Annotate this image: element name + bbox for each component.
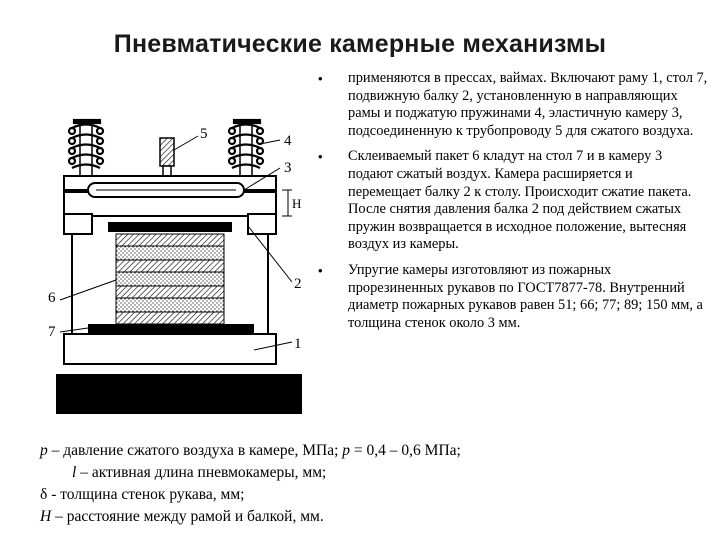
- table: [88, 324, 254, 334]
- label-h: H: [292, 196, 302, 211]
- bullet-item: • Упругие камеры изготовляют из пожарных прорезиненных рукавов по ГОСТ7877-78. Внутренний диаметр пожарных рукавов равен 51; 66; 77; 89; 150 мм, а толщина стенок около 3 мм.: [318, 262, 708, 332]
- notation-legend: [40, 440, 700, 528]
- note-p: p – давление сжатого воздуха в камере, МПа; p = 0,4 – 0,6 МПа;: [40, 442, 461, 459]
- bullet-item: • Склеиваемый пакет 6 кладут на стол 7 и в камеру 3 подают сжатый воздух. Камера расширяется и перемещает балку 2 к столу. Происходит сжатие пакета. После снятия давления балка 2 под действием сжатых пружин возвращается в исходное положение, вытесняя воздух из камеры.: [318, 148, 708, 254]
- frame-base: [64, 334, 276, 364]
- h-dimension: [282, 190, 292, 216]
- label-4: 4: [284, 133, 292, 149]
- glue-package: [116, 234, 224, 324]
- label-3: 3: [284, 160, 292, 176]
- label-7: 7: [48, 324, 56, 340]
- note-delta: δ - толщина стенок рукава, мм;: [40, 486, 245, 503]
- pneumatic-press-diagram: [48, 110, 310, 415]
- note-h: H – расстояние между рамой и балкой, мм.: [40, 508, 324, 525]
- label-2: 2: [294, 276, 302, 292]
- right-spring: [229, 120, 263, 178]
- air-pipe: [160, 138, 174, 180]
- bullet-item: • применяются в прессах, ваймах. Включают раму 1, стол 7, подвижную балку 2, установленную в направляющих рамы и поджатую пружинами 4, эластичную камеру 3, подсоединенную к трубопроводу 5 для сжатого воздуха.: [318, 70, 708, 140]
- note-l: l – активная длина пневмокамеры, мм;: [72, 464, 327, 481]
- description-list: [318, 70, 708, 340]
- left-spring: [69, 120, 103, 178]
- page-title: Пневматические камерные механизмы: [113, 30, 607, 58]
- label-1: 1: [294, 336, 302, 352]
- label-5: 5: [200, 126, 208, 142]
- left-guide: [64, 214, 92, 234]
- label-6: 6: [48, 290, 56, 306]
